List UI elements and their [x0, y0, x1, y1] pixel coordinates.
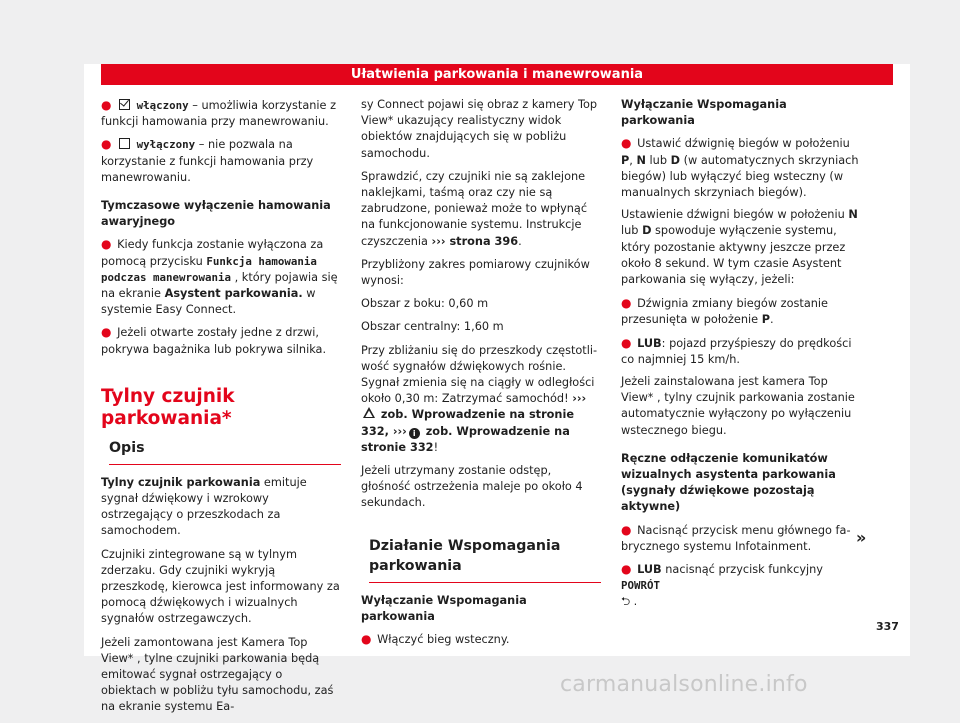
gear-letter: D [642, 224, 652, 238]
bullet-dot-icon: ● [101, 325, 112, 340]
bullet-text: Nacisnąć przycisk menu głównego fabrycznego systemu Infotainment. [621, 523, 851, 553]
paragraph: Jeżeli utrzymany zostanie odstęp, głośność ostrzeżenia maleje po około 4 sekundach. [361, 464, 583, 510]
gear-letter: N [636, 153, 646, 167]
page-reference-link[interactable]: zob. Wprowadzenie na stronie 332 [361, 424, 570, 454]
bullet-text: nacisnąć przycisk funkcyjny [661, 563, 823, 577]
continue-arrow-icon: » [856, 528, 867, 547]
gear-letter: N [848, 208, 858, 222]
reference-arrows: ››› [392, 424, 407, 438]
bullet-dot-icon: ● [621, 335, 632, 350]
bullet-text: Dźwignia zmiany biegów zostanie przesunięta w położenie [621, 297, 828, 327]
bullet-speed [621, 335, 861, 368]
paragraph [101, 475, 341, 540]
bullet-text: . [630, 595, 638, 609]
paragraph: Obszar centralny: 1,60 m [361, 320, 504, 334]
paragraph [361, 343, 601, 456]
gear-letter: P [761, 313, 770, 327]
back-arrow-icon: ⮌ [621, 595, 631, 609]
paragraph [361, 169, 601, 250]
bullet-text: – umożliwia korzystanie z funkcji hamowania przy manewrowaniu. [101, 99, 337, 129]
column-right [621, 97, 861, 617]
button-name: Funkcja hamowania podczas manewrowania [101, 254, 317, 284]
page-number: 337 [876, 620, 899, 633]
screen-name: Asystent parkowania. [164, 287, 303, 301]
or-keyword: LUB [637, 563, 662, 577]
bullet-text: Włączyć bieg wsteczny. [377, 633, 510, 647]
paragraph-text: ! [433, 440, 439, 454]
bullet-text: . [769, 313, 774, 327]
gear-letter: P [621, 153, 630, 167]
checkbox-empty-icon [119, 138, 130, 149]
subheading-manual-disable: Ręczne odłączenie komunikatów wizualnych asystenta parkowania (sygnały dźwiękowe pozostają aktywne) [621, 451, 836, 514]
page-reference-link[interactable]: ››› strona 396 [431, 234, 519, 248]
checkbox-checked-icon [119, 99, 130, 110]
bullet-dot-icon: ● [101, 98, 112, 112]
chapter-header: Ułatwienia parkowania i manewrowania [101, 64, 893, 85]
bullet-text: : pojazd przyśpieszy do prędkości co najmniej 15 km/h. [621, 336, 852, 366]
paragraph: sy Connect pojawi się obraz z kamery Top View* ukazujący realistyczny widok obiektów znajdujących się w pobliżu samochodu. [361, 98, 598, 160]
bullet-text: Kiedy funkcja zostanie wyłączona za pomocą przycisku [101, 238, 324, 268]
button-name: POWRÓT [621, 579, 661, 593]
bullet-dot-icon: ● [101, 237, 112, 252]
paragraph-text: Ustawienie dźwigni biegów w położeniu [621, 208, 849, 222]
bullet-text: lub [645, 153, 671, 167]
page-reference-link[interactable]: zob. Wprowadzenie na stronie 332 [361, 408, 574, 438]
bullet-main-menu [621, 522, 861, 555]
paragraph: Czujniki zintegrowane są w tylnym zderzaku. Gdy czujniki wykryją przeszkodę, kierowca jest informowany za pomocą dźwiękowych i wizualnych sygnałów ostrzegawczych. [101, 547, 340, 626]
bullet-dot-icon: ● [621, 562, 632, 577]
bullet-enabled [101, 97, 341, 130]
bullet-text: (w automatycznych skrzyniach biegów) lub wyłączyć bieg wsteczny (w manualnych skrzyniach biegów). [621, 153, 859, 200]
paragraph: Jeżeli zamontowana jest Kamera Top View* , tylne czujniki parkowania będą emitować sygnał ostrzegający o obiektach w pobliżu tyłu samochodu, zaś na ekranie systemu Ea- [101, 635, 334, 714]
bullet-back-button [621, 561, 861, 611]
paragraph: Przybliżony zakres pomiarowy czujników wynosi: [361, 257, 590, 288]
bullet-doors-open [101, 324, 341, 357]
info-icon: i [409, 428, 420, 439]
bullet-text: Jeżeli otwarte zostały jedne z drzwi, pokrywa bagażnika lub pokrywa silnika. [101, 326, 327, 356]
watermark: carmanualsonline.info [560, 672, 808, 697]
paragraph: Jeżeli zainstalowana jest kamera Top View* , tylny czujnik parkowania zostanie automatycznie wyłączony po wyłączeniu wstecznego biegu. [621, 375, 855, 437]
paragraph-text: spowoduje wyłączenie systemu, który pozostanie aktywny jeszcze przez około 8 sekund. W tym czasie Asystent parkowania się wyłączy, jeżeli: [621, 224, 846, 287]
column-left [101, 97, 341, 723]
bullet-dot-icon: ● [621, 296, 632, 311]
option-label: wyłączony [136, 138, 196, 152]
subsection-title-function: Działanie Wspomagania parkowania [369, 536, 601, 583]
paragraph: Obszar z boku: 0,60 m [361, 297, 489, 311]
section-title: Tylny czujnik parkowania* [101, 385, 235, 429]
bullet-button-disable [101, 236, 341, 318]
paragraph [621, 207, 861, 288]
subheading-temporary-disable: Tymczasowe wyłączenie hamowania awaryjnego [101, 199, 331, 229]
term: Tylny czujnik parkowania [101, 475, 261, 489]
option-label: włączony [136, 99, 189, 112]
bullet-dot-icon: ● [621, 522, 632, 537]
bullet-lever-moved [621, 295, 861, 328]
reference-arrows: ››› [572, 392, 587, 406]
bullet-reverse-gear [361, 631, 601, 648]
bullet-dot-icon: ● [101, 137, 112, 152]
paragraph-text: . [518, 234, 522, 248]
bullet-text: , który pojawia się na ekranie [101, 270, 338, 301]
bullet-dot-icon: ● [621, 136, 632, 151]
or-keyword: LUB [637, 336, 662, 350]
separator: , [384, 424, 393, 438]
subsection-title-opis: Opis [109, 438, 341, 465]
bullet-text: Ustawić dźwignię biegów w położeniu [637, 137, 850, 151]
column-middle [361, 97, 601, 654]
subheading-disable: Wyłączanie Wspomagania parkowania [361, 593, 527, 623]
bullet-gear-position [621, 135, 861, 201]
warning-triangle-icon [363, 407, 375, 418]
bullet-text: w systemie Easy Connect. [101, 287, 316, 317]
paragraph-text: Sprawdzić, czy czujniki nie są zaklejone naklejkami, taśmą oraz czy nie są zabrudzone, ponieważ może to wpłynąć na funkcjonowanie systemu. Instrukcje czyszczenia [361, 169, 588, 248]
bullet-text: , [629, 153, 637, 167]
bullet-text: – nie pozwala na korzystanie z funkcji hamowania przy manewrowaniu. [101, 138, 314, 184]
gear-letter: D [670, 153, 680, 167]
paragraph-text: Przy zbliżaniu się do przeszkody częstotliwość sygnałów dźwiękowych rośnie. Sygnał zmienia się na ciągły w odległości około 0,30 m: Zatrzymać samochód! [361, 343, 598, 406]
paragraph-text: lub [621, 224, 643, 238]
bullet-dot-icon: ● [361, 632, 372, 647]
paragraph-text: emituje sygnał dźwiękowy i wzrokowy ostrzegający o przeszkodach za samochodem. [101, 475, 307, 538]
subheading-disable: Wyłączanie Wspomagania parkowania [621, 98, 787, 128]
bullet-disabled [101, 136, 341, 186]
